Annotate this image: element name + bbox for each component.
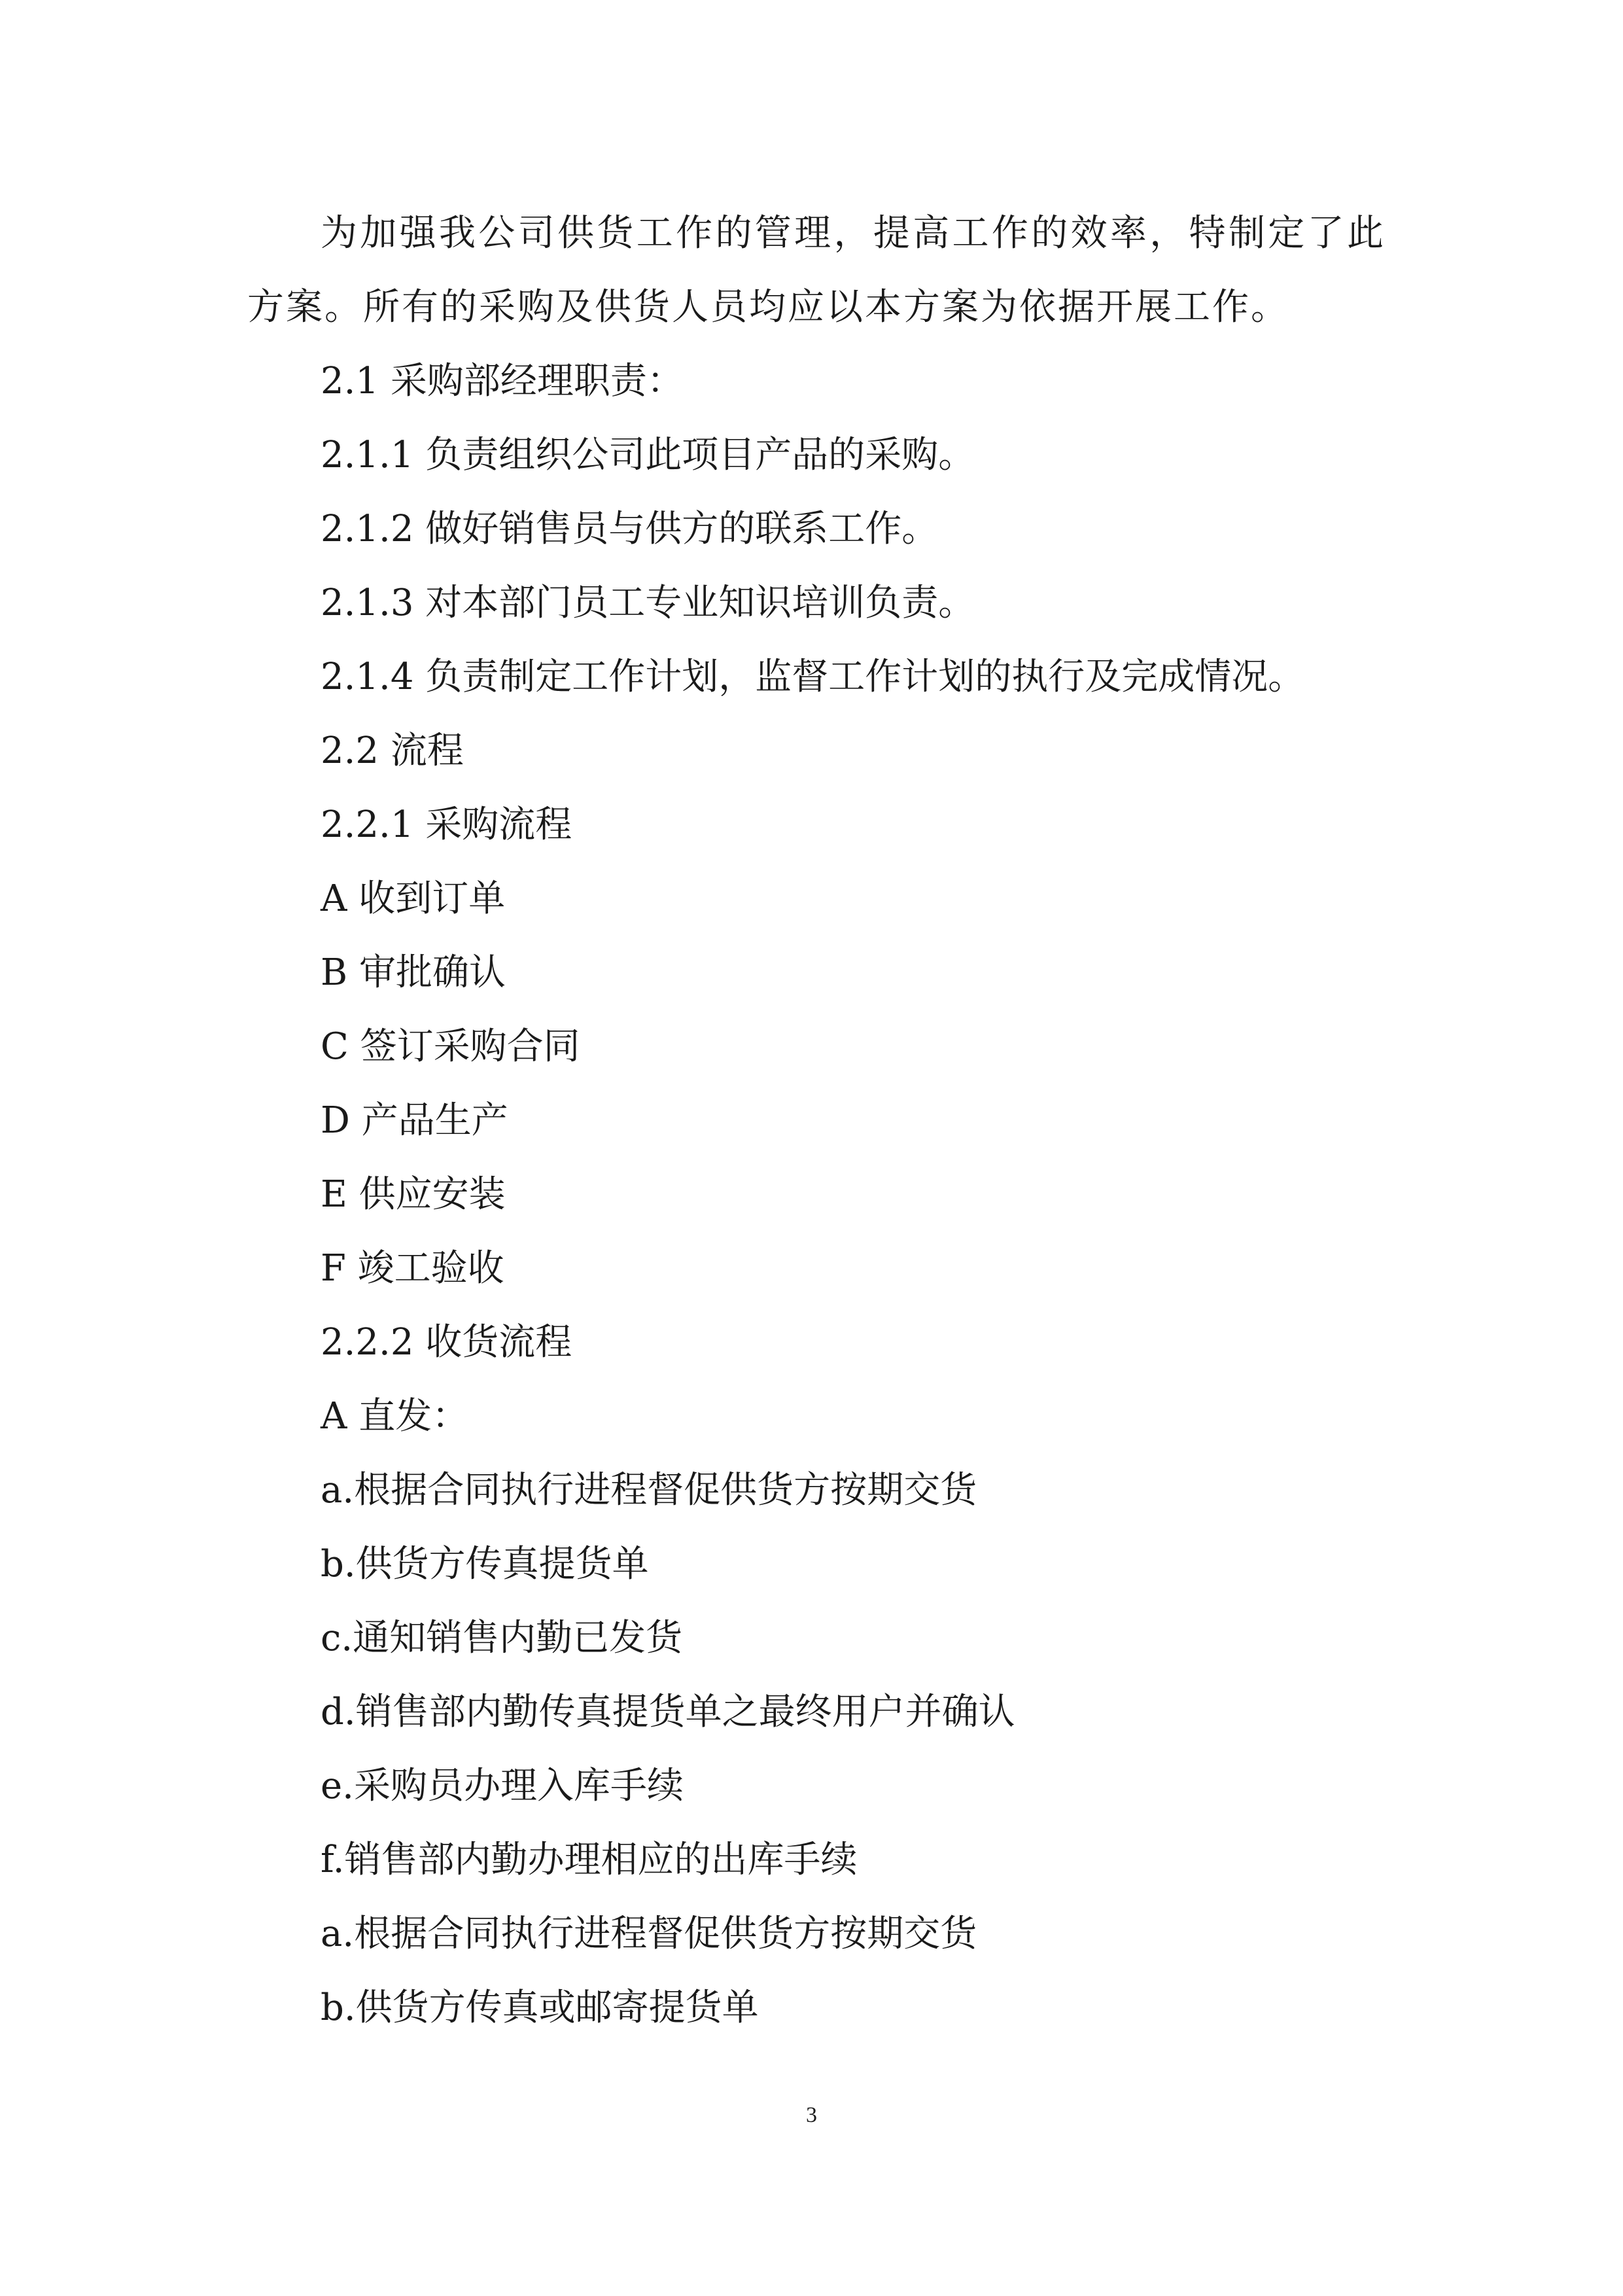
- purchase-step-f: F 竣工验收: [321, 1247, 504, 1290]
- receive-step-e: e.采购员办理入库手续: [321, 1765, 684, 1807]
- line-2-1-4: 2.1.4 负责制定工作计划，监督工作计划的执行及完成情况。: [321, 656, 1305, 698]
- document-body: [247, 196, 1386, 2045]
- receive-step-c: c.通知销售内勤已发货: [321, 1617, 683, 1659]
- line-2-1-1: 2.1.1 负责组织公司此项目产品的采购。: [321, 434, 975, 476]
- page-number: 3: [806, 2103, 817, 2127]
- line-2-1-3: 2.1.3 对本部门员工专业知识培训负责。: [321, 582, 975, 624]
- receive-step-b-repeat: b.供货方传真或邮寄提货单: [321, 1987, 759, 2029]
- intro-paragraph: 为加强我公司供货工作的管理，提高工作的效率，特制定了此方案。所有的采购及供货人员均应以本方案为依据开展工作。: [247, 212, 1386, 328]
- receive-direct-heading: A 直发：: [321, 1395, 469, 1438]
- purchase-step-d: D 产品生产: [321, 1099, 508, 1142]
- line-2-2: 2.2 流程: [321, 730, 464, 772]
- line-2-1-2: 2.1.2 做好销售员与供方的联系工作。: [321, 508, 939, 550]
- line-2-2-1: 2.2.1 采购流程: [321, 804, 572, 846]
- purchase-step-c: C 签订采购合同: [321, 1025, 580, 1068]
- receive-step-d: d.销售部内勤传真提货单之最终用户并确认: [321, 1691, 1015, 1733]
- purchase-step-e: E 供应安装: [321, 1173, 506, 1216]
- line-2-2-2: 2.2.2 收货流程: [321, 1321, 572, 1364]
- purchase-step-a: A 收到订单: [321, 877, 506, 920]
- purchase-step-b: B 审批确认: [321, 951, 506, 994]
- receive-step-a-repeat: a.根据合同执行进程督促供货方按期交货: [321, 1913, 977, 1955]
- line-2-1: 2.1 采购部经理职责：: [321, 360, 684, 402]
- receive-step-b: b.供货方传真提货单: [321, 1543, 649, 1585]
- receive-step-a: a.根据合同执行进程督促供货方按期交货: [321, 1469, 977, 1511]
- receive-step-f: f.销售部内勤办理相应的出库手续: [321, 1839, 858, 1881]
